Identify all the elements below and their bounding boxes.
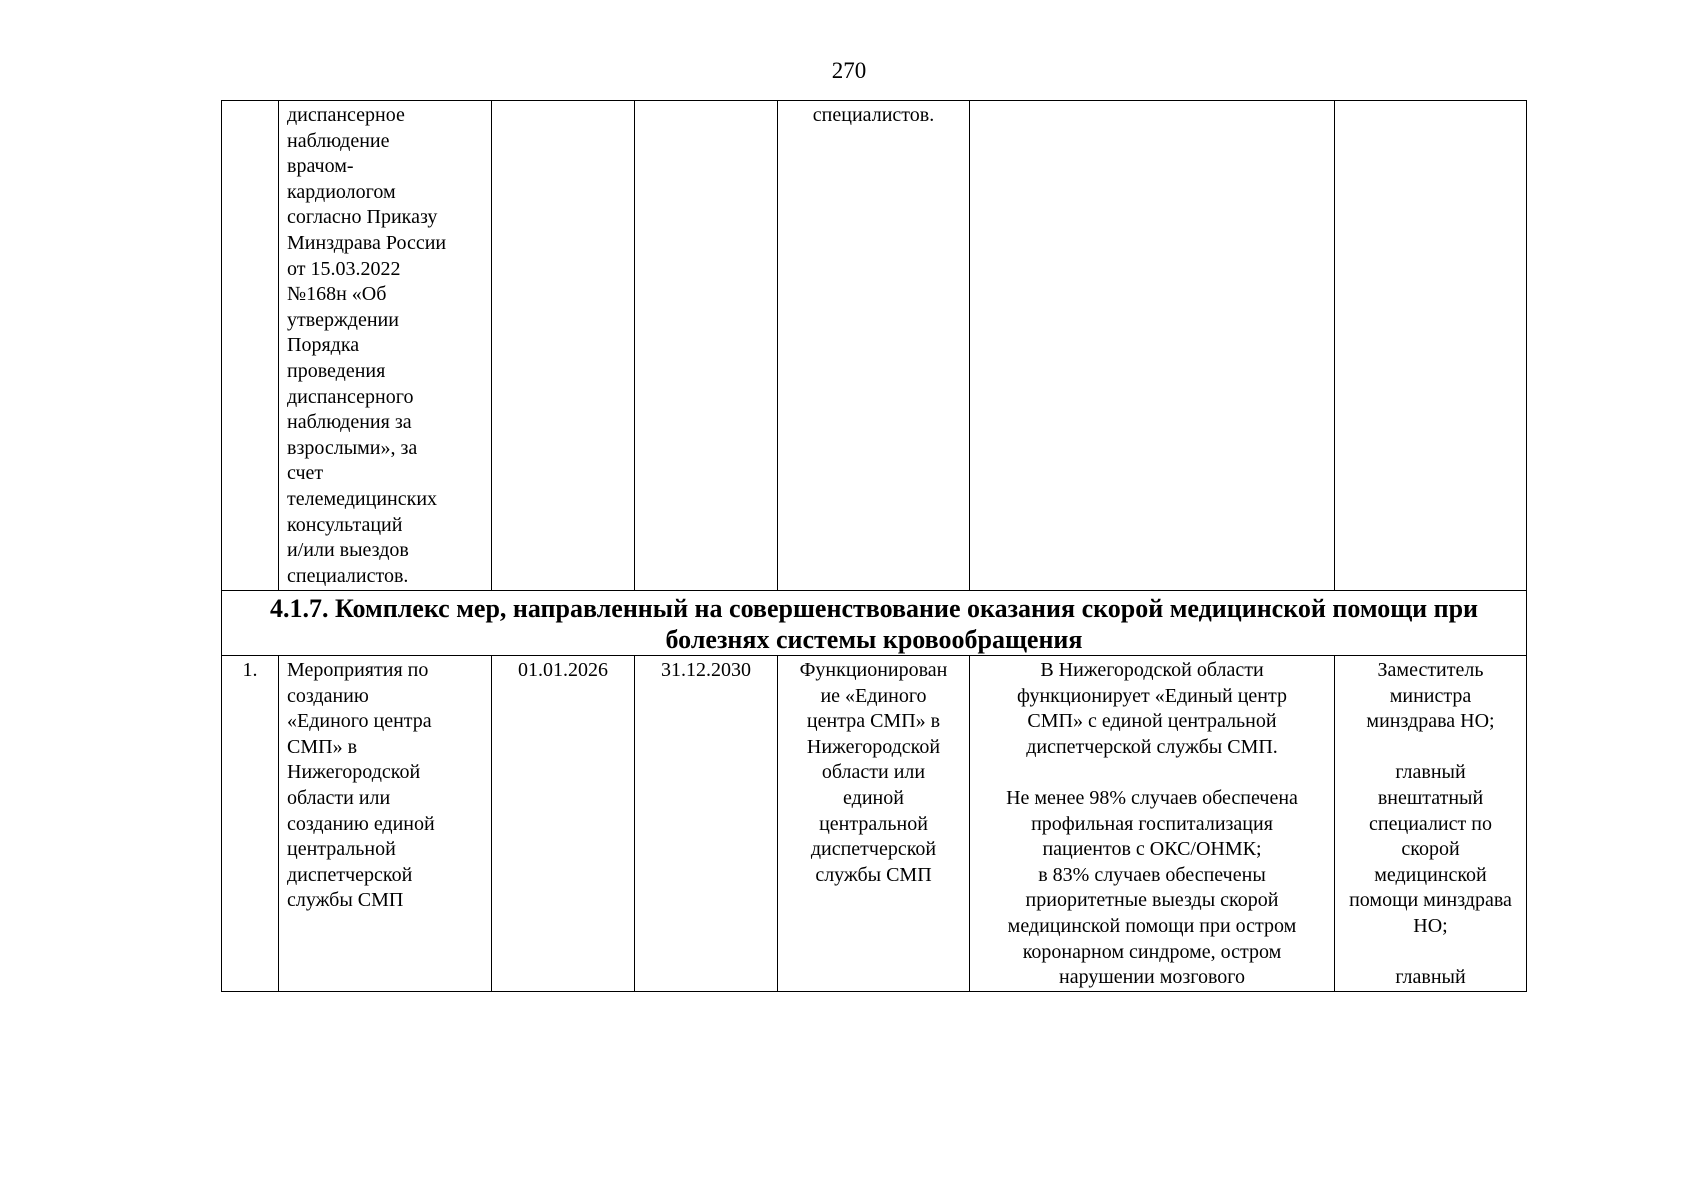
cell-indicator: В Нижегородской области функционирует «Единый центр СМП» с единой центральной диспетчерской службы СМП. Не менее 98% случаев обеспечена профильная госпитализация пациентов с ОКС/ОНМК; в 83% случаев обеспечены приоритетные выезды скорой медицинской помощи при остром коронарном синдроме, остром нарушении мозгового [970,656,1335,992]
cell-number: 1. [222,656,279,992]
cell-result: специалистов. [778,101,970,591]
section-title: 4.1.7. Комплекс мер, направленный на совершенствование оказания скорой медицинской помощи при болезнях системы кровообращения [222,591,1527,656]
cell-measure: Мероприятия по созданию «Единого центра СМП» в Нижегородской области или созданию единой центральной диспетчерской службы СМП [279,656,492,992]
activities-table [221,100,1527,992]
table-row [222,656,1527,992]
page-number: 270 [831,58,867,83]
section-heading-row [222,591,1527,656]
cell-start-date [492,101,635,591]
cell-end-date [635,101,778,591]
cell-responsible: Заместитель министра минздрава НО; главный внештатный специалист по скорой медицинской помощи минздрава НО; главный [1335,656,1527,992]
cell-number [222,101,279,591]
cell-indicator [970,101,1335,591]
cell-result: Функционирован ие «Единого центра СМП» в Нижегородской области или единой центральной диспетчерской службы СМП [778,656,970,992]
table-row [222,101,1527,591]
cell-end-date: 31.12.2030 [635,656,778,992]
cell-measure: диспансерное наблюдение врачом- кардиологом согласно Приказу Минздрава России от 15.03.2022 №168н «Об утверждении Порядка проведения диспансерного наблюдения за взрослыми», за счет телемедицинских консультаций и/или выездов специалистов. [279,101,492,591]
cell-start-date: 01.01.2026 [492,656,635,992]
cell-responsible [1335,101,1527,591]
